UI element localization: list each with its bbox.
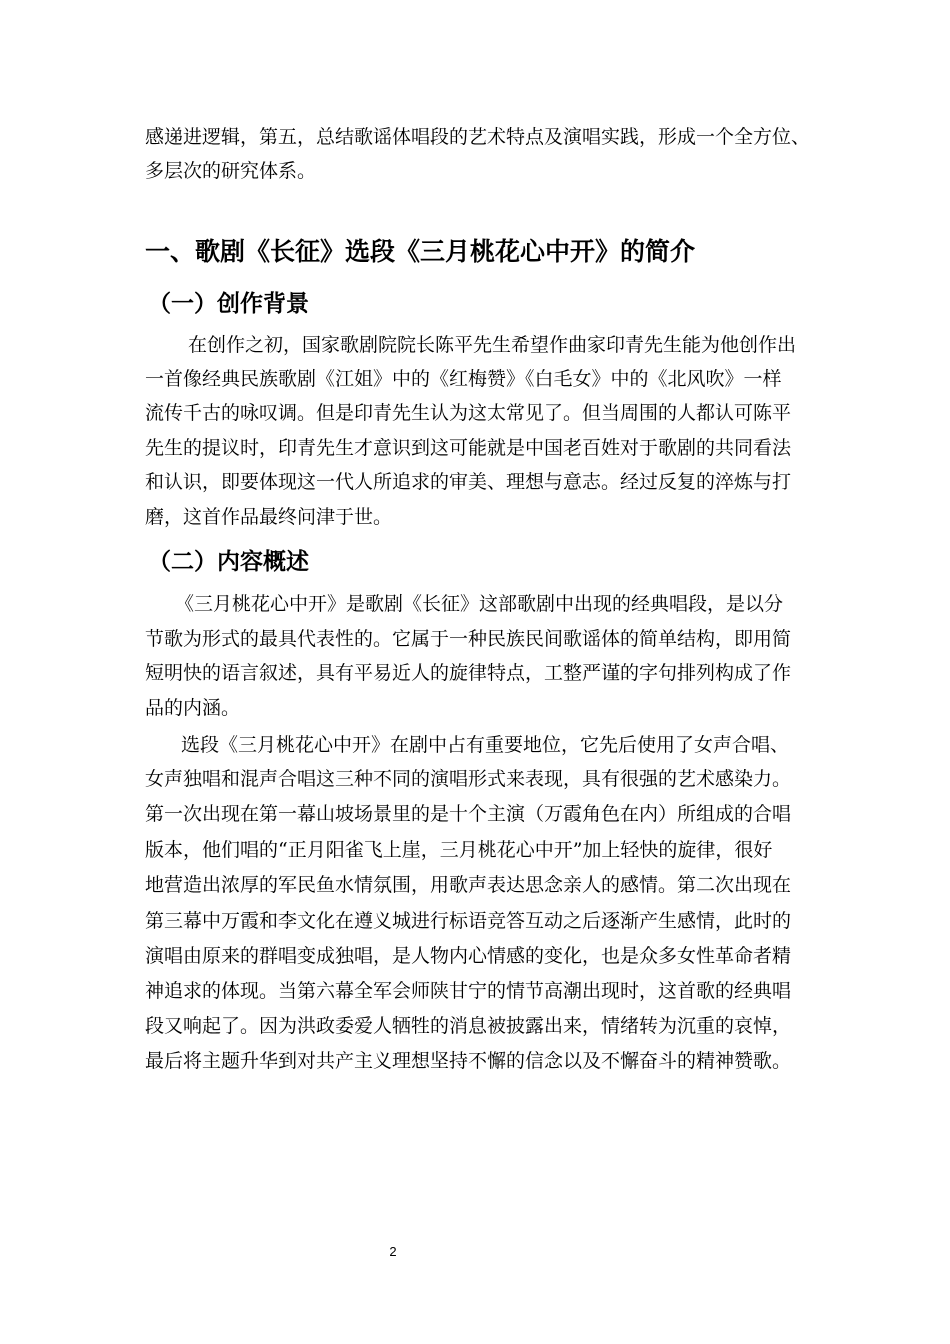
paragraph-line: 短明快的语言叙述，具有平易近人的旋律特点，工整严谨的字句排列构成了作 xyxy=(145,662,792,684)
paragraph-line: 地营造出浓厚的军民鱼水情氛围，用歌声表达思念亲人的感情。第二次出现在 xyxy=(145,874,792,896)
paragraph-line: 和认识，即要体现这一代人所追求的审美、理想与意志。经过反复的淬炼与打 xyxy=(145,471,792,493)
subsection-heading-background: （一）创作背景 xyxy=(148,291,309,317)
page-number: 2 xyxy=(389,1244,397,1259)
intro-line: 多层次的研究体系。 xyxy=(145,160,317,182)
paragraph-line: 第一次出现在第一幕山坡场景里的是十个主演（万霞角色在内）所组成的合唱 xyxy=(145,803,792,825)
intro-line: 感递进逻辑，第五，总结歌谣体唱段的艺术特点及演唱实践，形成一个全方位、 xyxy=(145,126,811,148)
paragraph-line: 流传千古的咏叹调。但是印青先生认为这太常见了。但当周围的人都认可陈平 xyxy=(145,402,792,424)
paragraph-line: 第三幕中万霞和李文化在遵义城进行标语竞答互动之后逐渐产生感情，此时的 xyxy=(145,910,792,932)
paragraph-line: 磨，这首作品最终问津于世。 xyxy=(145,506,393,528)
paragraph-line: 版本，他们唱的“正月阳雀飞上崖，三月桃花心中开”加上轻快的旋律，很好 xyxy=(145,839,773,861)
paragraph-line: 段又响起了。因为洪政委爱人牺牲的消息被披露出来，情绪转为沉重的哀悼， xyxy=(145,1015,792,1037)
paragraph-line: 在创作之初，国家歌剧院院长陈平先生希望作曲家印青先生能为他创作出 xyxy=(188,334,797,356)
paragraph-line: 《三月桃花心中开》是歌剧《长征》这部歌剧中出现的经典唱段，是以分 xyxy=(175,593,784,615)
paragraph-line: 一首像经典民族歌剧《江姐》中的《红梅赞》《白毛女》中的《北风吹》一样 xyxy=(145,368,782,390)
section-heading: 一、歌剧《长征》选段《三月桃花心中开》的简介 xyxy=(145,237,696,266)
paragraph-line: 女声独唱和混声合唱这三种不同的演唱形式来表现，具有很强的艺术感染力。 xyxy=(145,768,792,790)
paragraph-line: 节歌为形式的最具代表性的。它属于一种民族民间歌谣体的简单结构，即用简 xyxy=(145,628,792,650)
subsection-heading-overview: （二）内容概述 xyxy=(148,549,309,575)
paragraph-line: 演唱由原来的群唱变成独唱，是人物内心情感的变化，也是众多女性革命者精 xyxy=(145,945,792,967)
paragraph-line: 神追求的体现。当第六幕全军会师陕甘宁的情节高潮出现时，这首歌的经典唱 xyxy=(145,980,792,1002)
paragraph-line: 最后将主题升华到对共产主义理想坚持不懈的信念以及不懈奋斗的精神赞歌。 xyxy=(145,1050,792,1072)
paragraph-line: 先生的提议时，印青先生才意识到这可能就是中国老百姓对于歌剧的共同看法 xyxy=(145,437,792,459)
paragraph-line: 选段《三月桃花心中开》在剧中占有重要地位，它先后使用了女声合唱、 xyxy=(181,734,790,756)
paragraph-line: 品的内涵。 xyxy=(145,697,241,719)
